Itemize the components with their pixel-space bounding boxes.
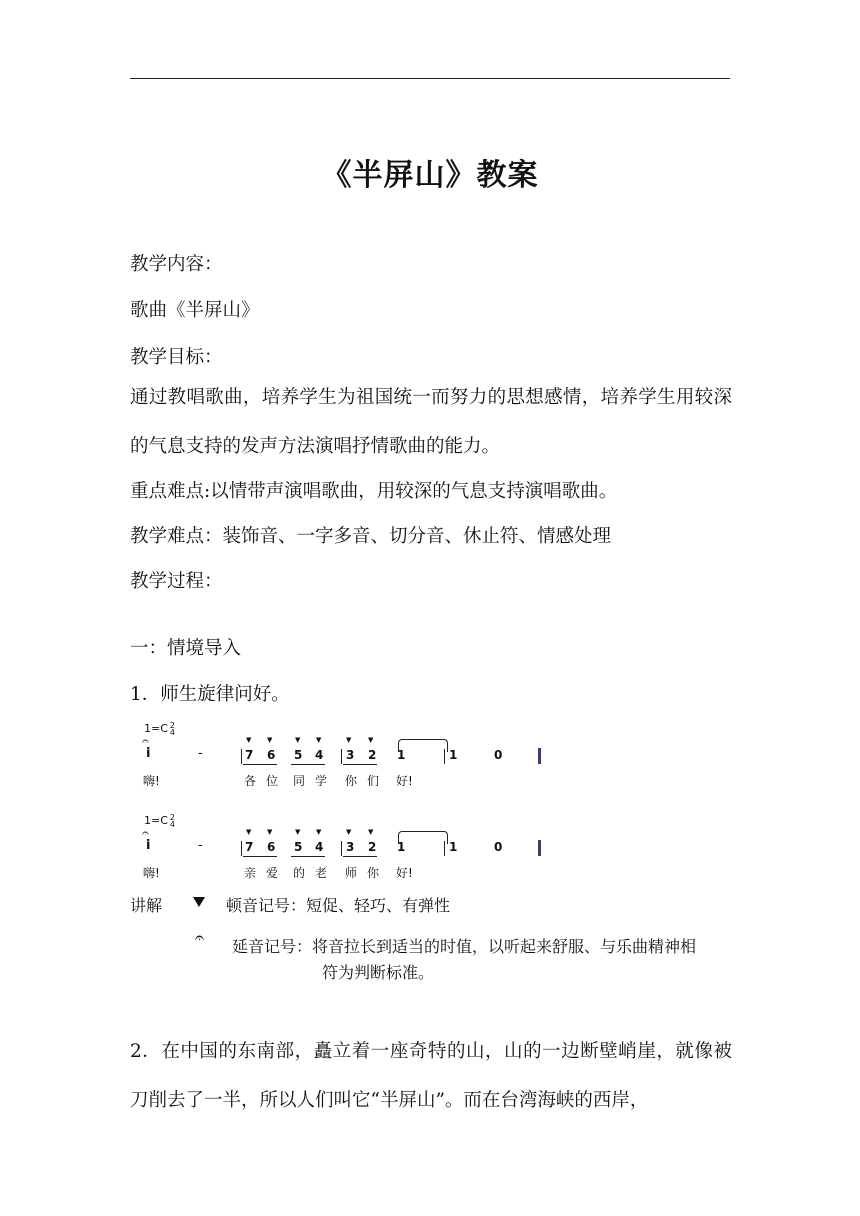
staccato-mark: ▼ (368, 828, 374, 836)
staccato-mark: ▼ (316, 828, 322, 836)
tie (398, 831, 448, 844)
process-label: 教学过程： (130, 571, 223, 592)
key-signature: 1=C 2 4 (144, 813, 175, 829)
section-heading: 一：情境导入 (130, 638, 242, 659)
note: 1 (449, 840, 458, 854)
item-1: 1．师生旋律问好。 (130, 684, 290, 705)
lyric: 师 (345, 866, 358, 880)
fermata-icon: 𝄐 (142, 734, 149, 748)
note: 1 (397, 748, 406, 762)
dash: - (198, 838, 203, 853)
fermata-icon: 𝄐 (142, 826, 149, 840)
content-label: 教学内容： (130, 254, 223, 275)
score-greeting-2 (140, 814, 560, 884)
note: 1 (397, 840, 406, 854)
score-greeting-1 (140, 722, 560, 792)
note: 5 (294, 748, 303, 762)
key-signature: 1=C 2 4 (144, 721, 175, 737)
note: 3 (346, 840, 355, 854)
lyric: 位 (266, 774, 279, 788)
lyric: 的 (293, 866, 306, 880)
underline (343, 764, 377, 765)
tie (398, 739, 448, 752)
fermata-explanation-line-1: 延音记号：将音拉长到适当的时值，以听起来舒服、与乐曲精神相 (232, 937, 697, 956)
goal-text: 通过教唱歌曲，培养学生为祖国统一而努力的思想感情，培养学生用较深的气息支持的发声方法演唱抒情歌曲的能力。 (130, 387, 732, 457)
barline (241, 841, 242, 856)
note: 1 (449, 748, 458, 762)
staccato-mark: ▼ (346, 736, 352, 744)
fermata-explanation (232, 934, 732, 986)
underline (243, 856, 277, 857)
staccato-mark: ▼ (295, 828, 301, 836)
staccato-triangle-icon (193, 897, 205, 907)
lyric: 亲 (244, 866, 257, 880)
lyric: 学 (315, 774, 328, 788)
note: 4 (315, 748, 324, 762)
rest: 0 (494, 748, 503, 762)
underline (343, 856, 377, 857)
note: i (146, 838, 151, 853)
lyric: 老 (315, 866, 328, 880)
note: 7 (245, 748, 254, 762)
note: i (146, 746, 151, 761)
lyric: 你 (367, 866, 380, 880)
difficulties: 教学难点：装饰音、一字多音、切分音、休止符、情感处理 (130, 526, 612, 547)
lyric: 你 (345, 774, 358, 788)
staccato-explanation: 顿音记号：短促、轻巧、有弹性 (226, 896, 451, 915)
note: 6 (267, 748, 276, 762)
barline (241, 749, 242, 764)
page-title: 《半屏山》教案 (321, 158, 539, 193)
barline (341, 749, 342, 764)
end-barline (538, 748, 541, 764)
dash: - (198, 746, 203, 761)
lyric: 各 (244, 774, 257, 788)
underline (291, 856, 325, 857)
note: 3 (346, 748, 355, 762)
staccato-mark: ▼ (246, 736, 252, 744)
barline (341, 841, 342, 856)
lyric: 们 (367, 774, 380, 788)
note: 7 (245, 840, 254, 854)
item-2: 2．在中国的东南部，矗立着一座奇特的山，山的一边断壁峭崖，就像被刀削去了一半，所以人们叫它“半屏山”。而在台湾海峡的西岸， (130, 1041, 732, 1111)
lyric: 嗨! (143, 774, 160, 788)
lyric: 好! (396, 774, 413, 788)
header-rule (130, 78, 730, 79)
note: 5 (294, 840, 303, 854)
lyric: 同 (293, 774, 306, 788)
end-barline (538, 840, 541, 856)
key-points: 重点难点:以情带声演唱歌曲，用较深的气息支持演唱歌曲。 (130, 481, 618, 502)
note: 2 (368, 840, 377, 854)
explanation-label: 讲解 (130, 896, 163, 915)
time-signature: 2 4 (169, 721, 175, 737)
fermata-icon: 𝄐 (195, 928, 204, 947)
underline (243, 764, 277, 765)
staccato-mark: ▼ (368, 736, 374, 744)
staccato-mark: ▼ (346, 828, 352, 836)
lyric: 好! (396, 866, 413, 880)
staccato-mark: ▼ (267, 828, 273, 836)
goal-label: 教学目标： (130, 347, 223, 368)
lyric: 爱 (266, 866, 279, 880)
note: 6 (267, 840, 276, 854)
staccato-mark: ▼ (246, 828, 252, 836)
lyric: 嗨! (143, 866, 160, 880)
rest: 0 (494, 840, 503, 854)
time-signature: 2 4 (169, 813, 175, 829)
note: 4 (315, 840, 324, 854)
staccato-mark: ▼ (295, 736, 301, 744)
fermata-explanation-line-2: 符为判断标准。 (322, 963, 435, 982)
underline (291, 764, 325, 765)
staccato-mark: ▼ (267, 736, 273, 744)
barline (444, 749, 445, 764)
song-title: 歌曲《半屏山》 (130, 300, 260, 321)
barline (444, 841, 445, 856)
staccato-mark: ▼ (316, 736, 322, 744)
note: 2 (368, 748, 377, 762)
